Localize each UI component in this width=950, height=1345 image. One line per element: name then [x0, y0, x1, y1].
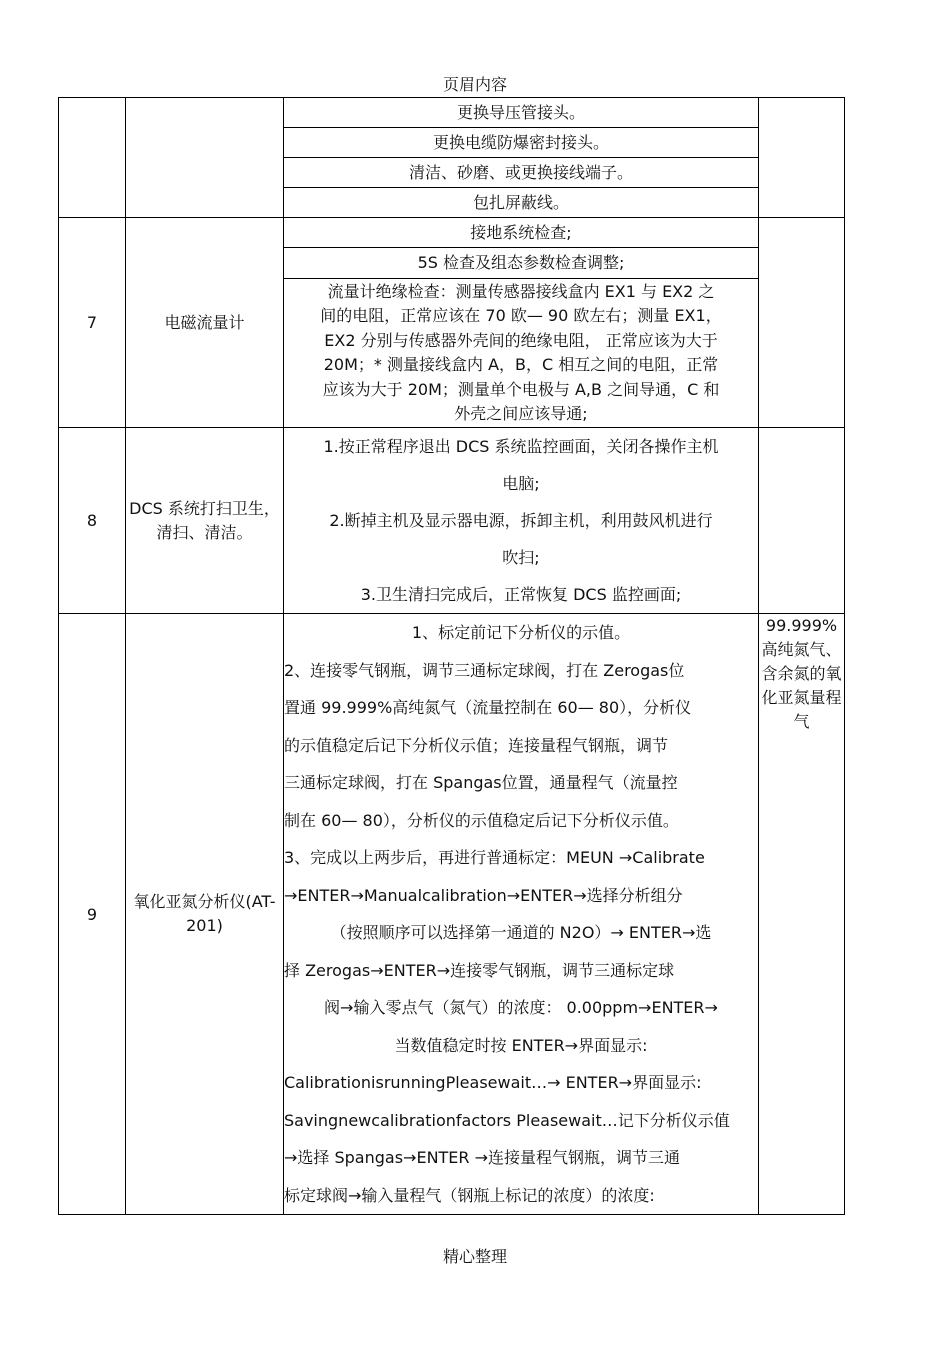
- device-name: DCS 系统打扫卫生，清扫、清洁。: [126, 428, 284, 614]
- text-line: EX2 分别与传感器外壳间的绝缘电阻， 正常应该为大于: [324, 330, 718, 350]
- step-text: 清洁、砂磨、或更换接线端子。: [408, 163, 633, 182]
- procedure-cell: [284, 428, 759, 614]
- text-line: 20M；* 测量接线盒内 A，B，C 相互之间的电阻，正常: [323, 355, 719, 374]
- text-line: 3、完成以上两步后，再进行普通标定：MEUN →Calibrate: [284, 848, 705, 867]
- text-line: →选择 Spangas→ENTER →连接量程气钢瓶，调节三通: [284, 1148, 681, 1167]
- calibration-cell: [284, 614, 759, 1215]
- text-line: 择 Zerogas→ENTER→连接零气钢瓶，调节三通标定球: [284, 960, 675, 980]
- text-line: CalibrationisrunningPleasewait…→ ENTER→界面显示:: [284, 1073, 702, 1092]
- procedure-text: [284, 428, 758, 613]
- text-line: 间的电阻，正常应该在 70 欧— 90 欧左右；测量 EX1，: [320, 306, 722, 325]
- text-line: 标定球阀→输入量程气（钢瓶上标记的浓度）的浓度:: [284, 1185, 655, 1205]
- text-line: Savingnewcalibrationfactors Pleasewait…记下分析仪示值: [284, 1110, 730, 1130]
- step-text: 5S 检查及组态参数检查调整;: [417, 253, 625, 272]
- text-line: 3.卫生清扫完成后，正常恢复 DCS 监控画面;: [360, 585, 682, 604]
- text-line: 流量计绝缘检查：测量传感器接线盒内 EX1 与 EX2 之: [327, 281, 715, 301]
- text-line: 2、连接零气钢瓶，调节三通标定球阀，打在 Zerogas位: [284, 660, 685, 680]
- text-line: 阀→输入零点气（氮气）的浓度： 0.00ppm→ENTER→: [324, 998, 718, 1017]
- step-text: 包扎屏蔽线。: [472, 193, 569, 212]
- text-line: 应该为大于 20M；测量单个电极与 A,B 之间导通，C 和: [322, 379, 720, 399]
- name-cell-empty: [126, 98, 284, 218]
- text-line: 置通 99.999%高纯氮气（流量控制在 60— 80），分析仪: [284, 698, 692, 717]
- row-number: 8: [59, 428, 126, 614]
- note-cell-empty: [759, 98, 845, 218]
- text-line: 吹扫;: [502, 548, 540, 567]
- step-cell: [284, 158, 759, 188]
- note-cell-empty: [759, 218, 845, 428]
- text-line: 外壳之间应该导通;: [454, 404, 588, 423]
- row-number: 7: [59, 218, 126, 428]
- row-number: 9: [59, 614, 126, 1215]
- text-line: 电脑;: [502, 474, 540, 493]
- gas-note: 99.999%高纯氮气、含余氮的氧化亚氮量程气: [759, 614, 845, 1215]
- text-line: 当数值稳定时按 ENTER→界面显示:: [394, 1035, 648, 1055]
- page-footer: 精心整理: [442, 1247, 507, 1266]
- step-cell: [284, 188, 759, 218]
- table-row-continued: [59, 98, 845, 128]
- step-cell: [284, 98, 759, 128]
- text-line: 的示值稳定后记下分析仪示值；连接量程气钢瓶，调节: [284, 735, 669, 755]
- table-row-8: [59, 428, 845, 614]
- text-line: 1、标定前记下分析仪的示值。: [411, 623, 631, 642]
- text-line: 2.断掉主机及显示器电源，拆卸主机，利用鼓风机进行: [329, 511, 713, 530]
- step-cell: [284, 128, 759, 158]
- text-line: →ENTER→Manualcalibration→ENTER→选择分析组分: [284, 885, 683, 905]
- step-cell: [284, 218, 759, 248]
- page-header: 页眉内容: [442, 75, 507, 94]
- step-text: 接地系统检查;: [470, 223, 572, 242]
- device-name: 氧化亚氮分析仪(AT-201): [126, 614, 284, 1215]
- step-text: 更换导压管接头。: [456, 103, 585, 122]
- text-line: （按照顺序可以选择第一通道的 N2O）→ ENTER→选: [330, 923, 712, 942]
- note-cell-empty: [759, 428, 845, 614]
- text-line: 1.按正常程序退出 DCS 系统监控画面，关闭各操作主机: [323, 437, 719, 456]
- insulation-check-cell: [284, 279, 759, 428]
- maintenance-table: [58, 97, 845, 1215]
- text-line: 三通标定球阀，打在 Spangas位置，通量程气（流量控: [284, 773, 678, 792]
- text-line: 制在 60— 80），分析仪的示值稳定后记下分析仪示值。: [284, 810, 679, 830]
- insulation-check-text: [284, 280, 758, 427]
- table-row-7: [59, 218, 845, 248]
- num-cell-empty: [59, 98, 126, 218]
- step-text: 更换电缆防爆密封接头。: [432, 133, 609, 152]
- step-cell: [284, 248, 759, 279]
- device-name: 电磁流量计: [126, 218, 284, 428]
- table-row-9: [59, 614, 845, 1215]
